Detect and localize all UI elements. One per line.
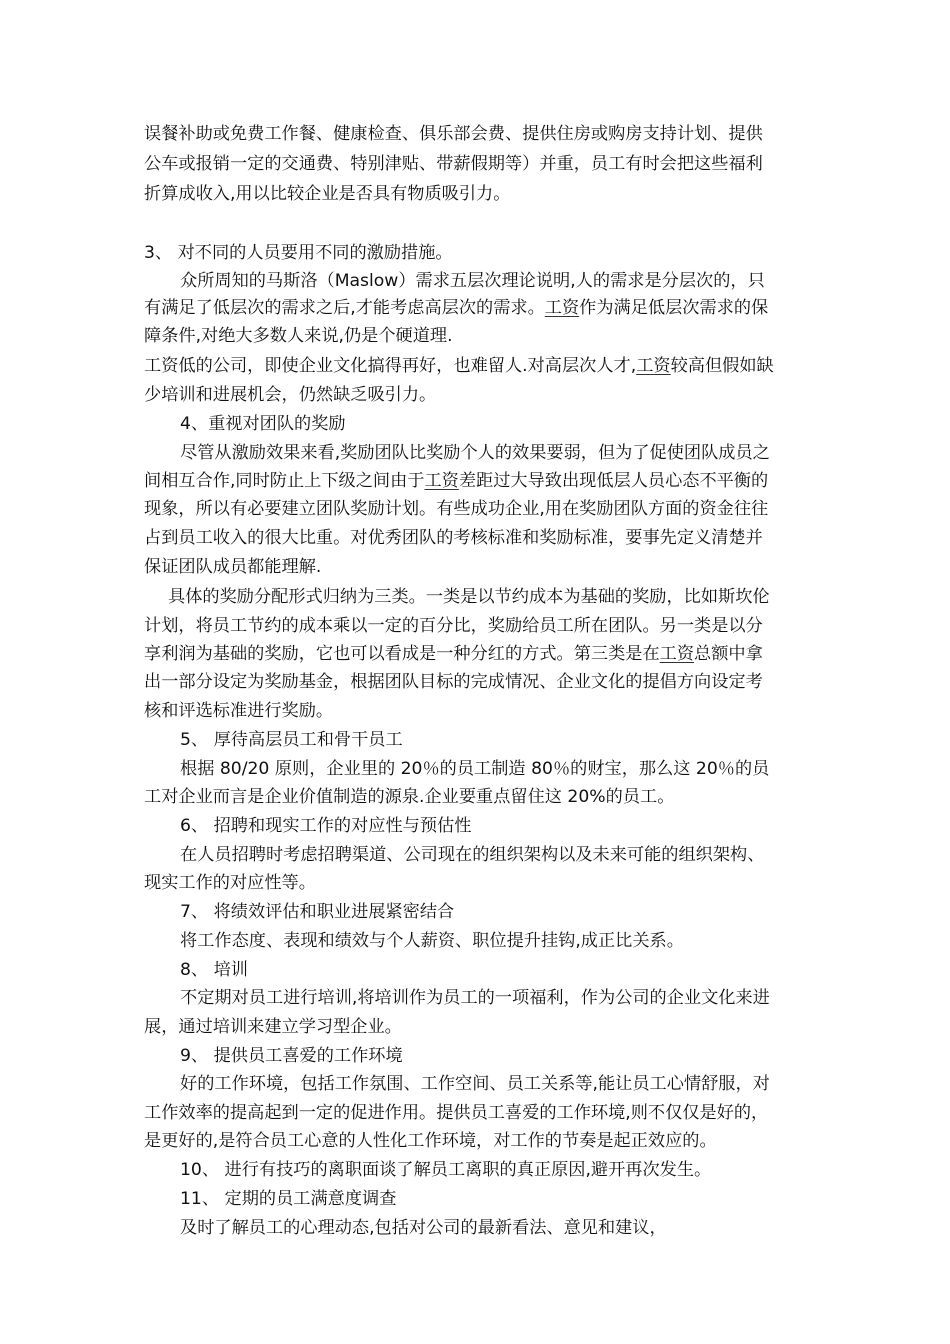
paragraph-line: 间相互合作,同时防止上下级之间由于工资差距过大导致出现低层人员心态不平衡的	[144, 471, 769, 491]
section-heading-10: 10、 进行有技巧的离职面谈了解员工离职的真正原因,避开再次发生。	[180, 1160, 712, 1180]
section-heading-11: 11、 定期的员工满意度调查	[180, 1189, 397, 1209]
paragraph-line: 工作效率的提高起到一定的促进作用。提供员工喜爱的工作环境,则不仅仅是好的，	[144, 1103, 769, 1123]
paragraph-line: 不定期对员工进行培训,将培训作为员工的一项福利，作为公司的企业文化来进	[180, 988, 770, 1008]
paragraph-line: 好的工作环境，包括工作氛围、工作空间、员工关系等,能让员工心情舒服，对	[180, 1074, 770, 1094]
paragraph-line: 障条件,对绝大多数人来说,仍是个硬道理.	[144, 326, 453, 346]
paragraph-line: 现实工作的对应性等。	[144, 873, 316, 893]
link-wage[interactable]: 工资	[424, 471, 459, 491]
paragraph-line: 根据 80/20 原则，企业里的 20％的员工制造 80％的财宝，那么这 20％的员	[180, 759, 770, 779]
section-heading-6: 6、 招聘和现实工作的对应性与预估性	[180, 816, 472, 836]
section-heading-7: 7、 将绩效评估和职业进展紧密结合	[180, 902, 455, 922]
paragraph-line: 将工作态度、表现和绩效与个人薪资、职位提升挂钩,成正比关系。	[180, 931, 684, 951]
paragraph-line: 享利润为基础的奖励，它也可以看成是一种分红的方式。第三类是在工资总额中拿	[144, 644, 763, 664]
paragraph-line: 误餐补助或免费工作餐、健康检查、俱乐部会费、提供住房或购房支持计划、提供	[144, 124, 763, 144]
section-heading-4: 4、重视对团队的奖励	[180, 414, 346, 434]
paragraph-line: 公车或报销一定的交通费、特别津贴、带薪假期等）并重，员工有时会把这些福利	[144, 154, 763, 174]
paragraph-line: 占到员工收入的很大比重。对优秀团队的考核标准和奖励标准，要事先定义清楚并	[144, 528, 763, 548]
paragraph-line: 少培训和进展机会，仍然缺乏吸引力。	[144, 385, 437, 405]
paragraph-line: 具体的奖励分配形式归纳为三类。一类是以节约成本为基础的奖励，比如斯坎伦	[168, 587, 770, 607]
link-wage[interactable]: 工资	[544, 298, 580, 318]
section-heading-8: 8、 培训	[180, 960, 248, 980]
section-heading-9: 9、 提供员工喜爱的工作环境	[180, 1046, 403, 1066]
paragraph-line: 展，通过培训来建立学习型企业。	[144, 1017, 402, 1037]
paragraph-line: 保证团队成员都能理解.	[144, 557, 322, 577]
paragraph-line: 现象，所以有必要建立团队奖励计划。有些成功企业,用在奖励团队方面的资金往往	[144, 499, 769, 519]
paragraph-line: 是更好的,是符合员工心意的人性化工作环境，对工作的节奏是起正效应的。	[144, 1131, 717, 1151]
paragraph-line: 出一部分设定为奖励基金，根据团队目标的完成情况、企业文化的提倡方向设定考	[144, 672, 763, 692]
link-wage[interactable]: 工资	[659, 644, 695, 664]
section-heading-5: 5、 厚待高层员工和骨干员工	[180, 730, 403, 750]
paragraph-line: 工对企业而言是企业价值制造的源泉.企业要重点留住这 20%的员工。	[144, 787, 675, 807]
paragraph-line: 核和评选标准进行奖励。	[144, 701, 334, 721]
paragraph-line: 有满足了低层次的需求之后,才能考虑高层次的需求。工资作为满足低层次需求的保	[144, 298, 769, 318]
paragraph-line: 折算成收入,用以比较企业是否具有物质吸引力。	[144, 184, 511, 204]
section-heading-3: 3、 对不同的人员要用不同的激励措施。	[144, 243, 453, 263]
link-wage[interactable]: 工资	[636, 356, 671, 376]
paragraph-line: 工资低的公司，即使企业文化搞得再好，也难留人.对高层次人才,工资较高但假如缺	[144, 356, 774, 376]
paragraph-line: 尽管从激励效果来看,奖励团队比奖励个人的效果要弱，但为了促使团队成员之	[180, 443, 770, 463]
paragraph-line: 众所周知的马斯洛（Maslow）需求五层次理论说明,人的需求是分层次的，只	[180, 271, 765, 291]
paragraph-line: 计划，将员工节约的成本乘以一定的百分比，奖励给员工所在团队。另一类是以分	[144, 616, 763, 636]
paragraph-line: 及时了解员工的心理动态,包括对公司的最新看法、意见和建议，	[180, 1218, 667, 1238]
paragraph-line: 在人员招聘时考虑招聘渠道、公司现在的组织架构以及未来可能的组织架构、	[180, 845, 765, 865]
